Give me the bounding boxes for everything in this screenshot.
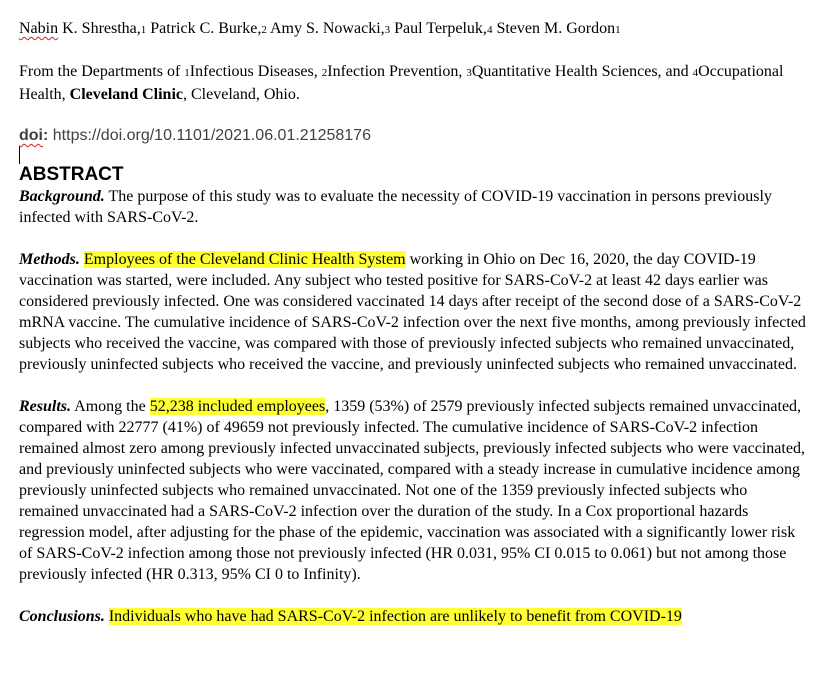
affiliation-marker: 2 <box>261 24 267 36</box>
affiliation-text: Infection Prevention, <box>327 63 467 80</box>
methods-highlight: Employees of the Cleveland Clinic Health System <box>83 251 406 268</box>
abstract-heading: ABSTRACT <box>19 164 124 185</box>
results-label: Results. <box>19 398 72 415</box>
background-text: The purpose of this study was to evaluate the necessity of COVID-19 vaccination in persons previously infected with SARS-CoV-2. <box>19 188 772 226</box>
affiliation-marker: 1 <box>184 67 190 79</box>
affiliation-marker: 1 <box>615 24 621 36</box>
results-highlight: 52,238 included employees <box>149 398 326 415</box>
doi-label[interactable]: doi <box>19 127 43 144</box>
affiliation-marker: 3 <box>466 67 472 79</box>
author-text: Steven M. Gordon <box>492 20 616 37</box>
author-text: K. Shrestha, <box>58 20 141 37</box>
conclusions-highlight: Individuals who have had SARS-CoV-2 infection are unlikely to benefit from COVID-19 <box>108 608 682 625</box>
affiliations-paragraph <box>19 61 809 105</box>
results-text: , 1359 (53%) of 2579 previously infected subjects remained unvaccinated, compared with 22777 (41%) of 49659 not previously infected. The cumulative incidence of SARS-CoV-2 infection remained almost zero among previously infected unvaccinated subjects, previously infected subjects who were vaccinated, and previously uninfected subjects who were vaccinated, compared with a steady increase in cumulative incidence among previously uninfected subjects who remained unvaccinated. Not one of the 1359 previously infected subjects who remained unvaccinated had a SARS-CoV-2 infection over the duration of the study. In a Cox proportional hazards regression model, after adjusting for the phase of the epidemic, vaccination was associated with a significantly lower risk of SARS-CoV-2 infection among those not previously infected (HR 0.031, 95% CI 0.015 to 0.061) but not among those previously infected (HR 0.313, 95% CI 0 to Infinity). <box>19 398 805 583</box>
affiliation-text: , Cleveland, Ohio. <box>183 86 300 103</box>
methods-paragraph <box>19 249 809 375</box>
affiliation-marker: 2 <box>321 67 328 79</box>
author-text: Patrick C. Burke, <box>146 20 262 37</box>
background-label: Background. <box>19 188 105 205</box>
document-page[interactable] <box>19 18 809 648</box>
doi-colon: : <box>43 127 53 144</box>
conclusions-paragraph <box>19 606 809 627</box>
author-line <box>19 18 809 41</box>
affiliation-marker: 4 <box>692 67 699 79</box>
conclusions-label: Conclusions. <box>19 608 105 625</box>
results-pre: Among the <box>71 398 150 415</box>
institution-name: Cleveland Clinic <box>69 86 183 103</box>
affiliation-text: Occupational Health, <box>19 63 784 103</box>
affiliation-text: Quantitative Health Sciences, and <box>471 63 693 80</box>
author-text: Paul Terpeluk, <box>390 20 487 37</box>
results-paragraph <box>19 396 809 585</box>
affiliation-marker: 3 <box>384 24 391 36</box>
author-text: Amy S. Nowacki, <box>266 20 385 37</box>
doi-line <box>19 125 809 146</box>
background-paragraph <box>19 186 809 228</box>
affiliation-marker: 1 <box>140 24 147 36</box>
misspelled-author-name[interactable]: Nabin <box>19 20 59 37</box>
affiliation-text: From the Departments of <box>19 63 185 80</box>
affiliation-text: Infectious Diseases, <box>189 63 322 80</box>
affiliation-marker: 4 <box>486 24 493 36</box>
methods-text: working in Ohio on Dec 16, 2020, the day COVID-19 vaccination was started, were included. Any subject who tested positive for SARS-CoV-2 at least 42 days earlier was considered previously infected. One was considered vaccinated 14 days after receipt of the second dose of a SARS-CoV-2 mRNA vaccine. The cumulative incidence of SARS-CoV-2 infection over the next five months, among previously infected subjects who received the vaccine, was compared with those of previously infected subjects who remained unvaccinated, previously uninfected subjects who received the vaccine, and previously uninfected subjects who remained unvaccinated. <box>19 251 806 373</box>
methods-label: Methods. <box>19 251 80 268</box>
text-cursor <box>19 146 20 164</box>
doi-link[interactable]: https://doi.org/10.1101/2021.06.01.21258176 <box>52 127 371 144</box>
